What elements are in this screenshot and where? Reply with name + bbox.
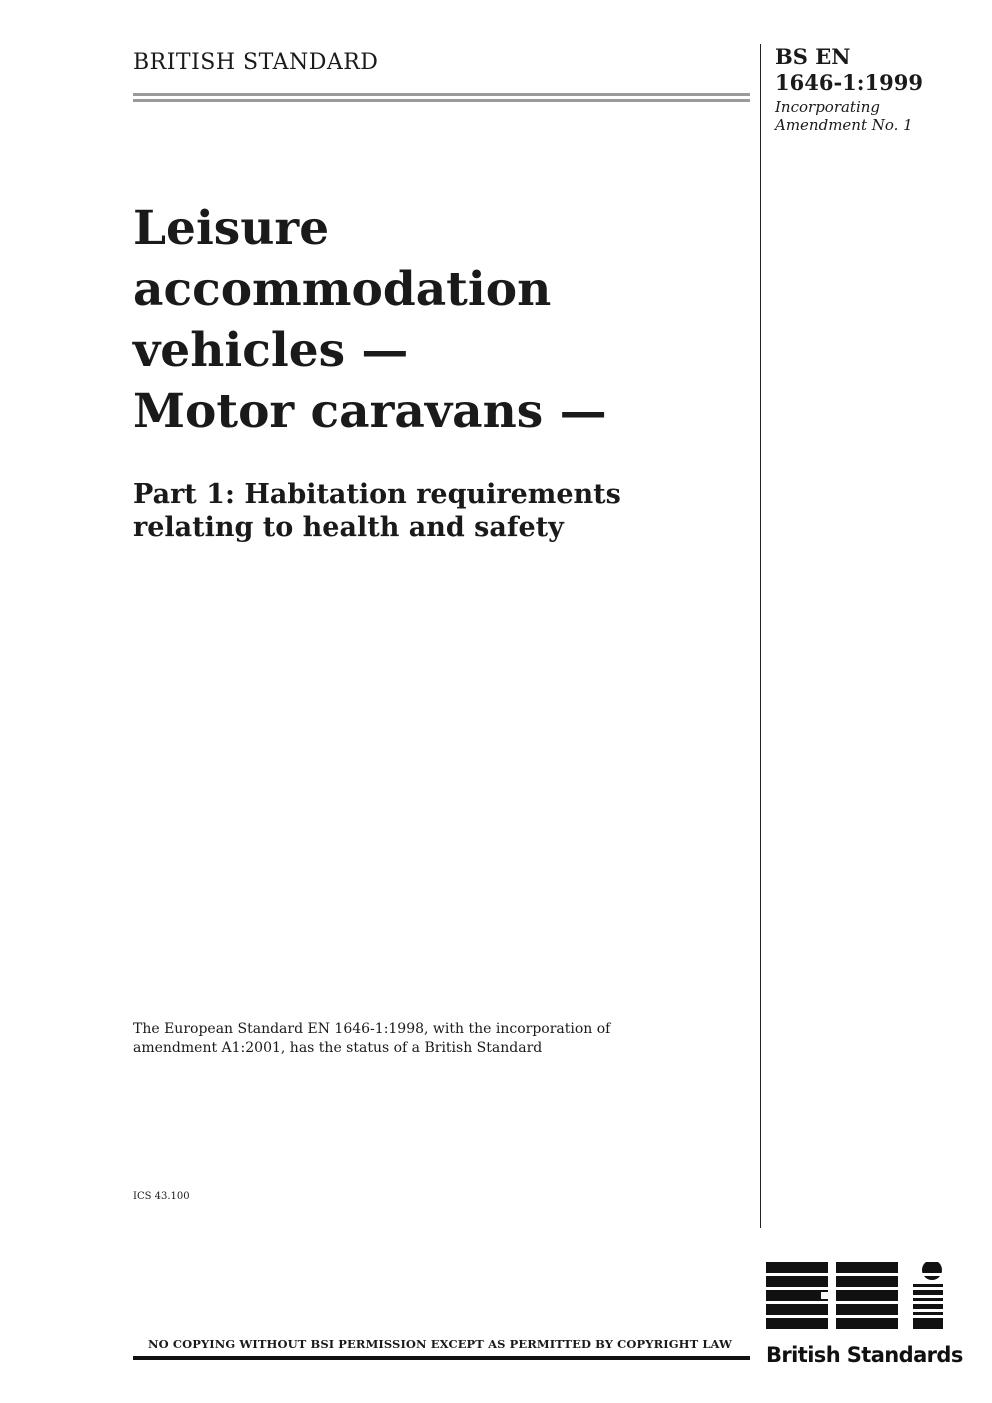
status-statement	[133, 1020, 610, 1058]
vertical-divider	[760, 44, 761, 1228]
standard-number-line2: 1646-1:1999	[775, 70, 923, 95]
header-rule-top	[133, 93, 750, 96]
amendment-note-line2: Amendment No. 1	[775, 116, 913, 134]
subtitle-line1: Part 1: Habitation requirements	[133, 479, 621, 510]
footer-rule	[133, 1356, 750, 1360]
ics-code: ICS 43.100	[133, 1191, 190, 1202]
title-line1: Leisure	[133, 201, 330, 256]
document-subtitle	[133, 478, 621, 544]
standard-number-line1: BS EN	[775, 44, 851, 69]
status-line1: The European Standard EN 1646-1:1998, with the incorporation of	[133, 1021, 611, 1037]
bsi-logo-caption: British Standards	[766, 1343, 963, 1367]
amendment-note-line1: Incorporating	[775, 98, 881, 116]
header-rule-bottom	[133, 99, 750, 102]
subtitle-line2: relating to health and safety	[133, 512, 564, 543]
copyright-notice: NO COPYING WITHOUT BSI PERMISSION EXCEPT AS PERMITTED BY COPYRIGHT LAW	[148, 1337, 733, 1351]
amendment-note	[775, 98, 913, 134]
document-title	[133, 198, 607, 442]
title-line3: vehicles —	[133, 323, 409, 378]
header-label: BRITISH STANDARD	[133, 50, 379, 75]
title-line2: accommodation	[133, 262, 552, 317]
standard-number	[775, 44, 923, 96]
status-line2: amendment A1:2001, has the status of a British Standard	[133, 1040, 543, 1056]
title-line4: Motor caravans —	[133, 384, 607, 439]
